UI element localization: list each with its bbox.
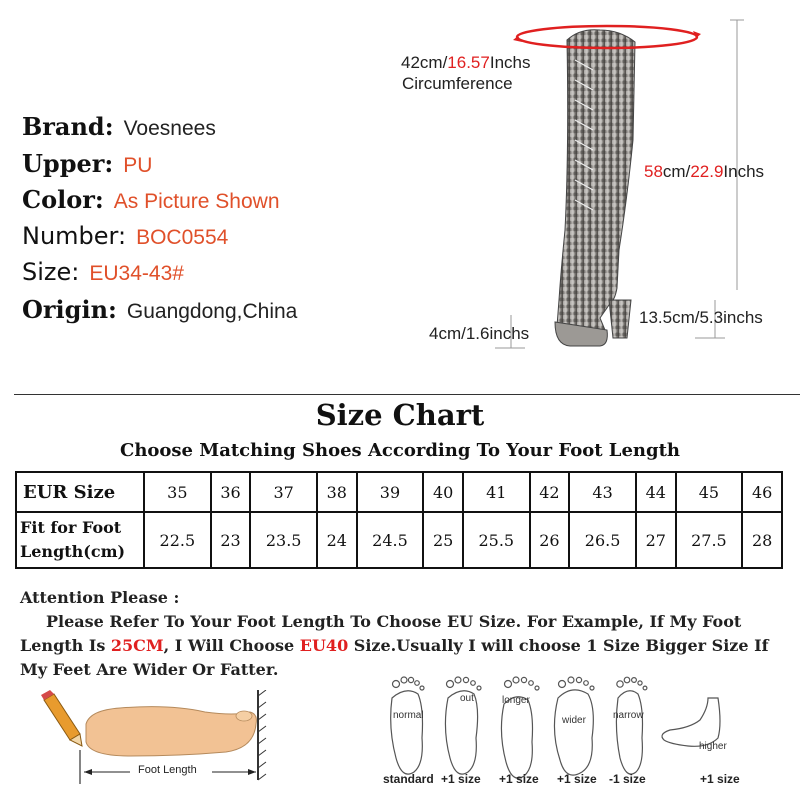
circumference-inch: 16.57 [447,53,490,72]
foot-length-cell: 27.5 [676,512,743,568]
size-table [15,471,783,569]
eur-size-cell: 42 [530,472,570,512]
foot-length-cell: 25 [423,512,463,568]
foot-length-header [16,512,144,568]
foot-out-icon [445,677,481,774]
attention-text: , I Will Choose [163,636,300,655]
foot-type-caption: standard [383,772,434,786]
eur-size-cell: 43 [569,472,636,512]
foot-length-label: Foot Length [138,764,197,776]
size-chart-subtitle: Choose Matching Shoes According To Your Foot Length [120,440,680,461]
shaft-height-measure [644,162,764,182]
spec-value: PU [123,153,153,177]
circumference-cm: 42cm/ [401,53,448,72]
foot-type-caption: +1 size [441,772,481,786]
attention-highlight: 25CM [110,636,164,655]
spec-label: Number: [22,221,127,250]
attention-heading: Attention Please : [20,588,180,607]
eur-size-cell: 46 [742,472,782,512]
eur-size-cell: 38 [317,472,357,512]
attention-line2 [20,634,790,658]
foot-longer-icon [501,677,539,778]
spec-row-number [22,222,297,259]
foot-length-header-line2: Length(cm) [20,542,126,561]
foot-length-cell: 22.5 [144,512,211,568]
foot-normal-icon [391,677,424,774]
eur-size-cell: 35 [144,472,211,512]
foot-type-caption: +1 size [557,772,597,786]
foot-type-inner: out [460,693,474,704]
spec-row-upper [22,149,297,186]
spec-row-color [22,185,297,222]
product-specs [22,112,297,331]
foot-length-header-line1: Fit for Foot [20,518,122,537]
foot-length-cell: 28 [742,512,782,568]
foot-type-inner: higher [699,741,727,752]
size-chart-title: Size Chart [315,398,485,432]
foot-length-cell: 26 [530,512,570,568]
foot-type-caption: +1 size [499,772,539,786]
attention-text: Size.Usually I will choose 1 Size Bigger Size If [348,636,769,655]
attention-line1: Please Refer To Your Foot Length To Choose EU Size. For Example, If My Foot [46,612,742,631]
shaft-inch-value: 22.9 [690,162,724,181]
heel-height-measure: 13.5cm/5.3inchs [639,308,763,327]
foot-length-cell: 25.5 [463,512,530,568]
spec-label: Size: [22,258,80,286]
foot-type-inner: longer [502,695,530,706]
foot-wider-icon [554,677,594,775]
eur-size-cell: 45 [676,472,743,512]
section-divider [14,394,800,395]
circumference-measure [401,53,530,73]
spec-value: Guangdong,China [126,299,298,323]
eur-size-cell: 39 [357,472,424,512]
foot-length-cell: 23 [211,512,251,568]
eur-size-row [16,472,782,512]
spec-label: Origin: [22,294,117,324]
foot-length-cell: 24.5 [357,512,424,568]
eur-size-cell: 37 [250,472,317,512]
spec-label: Upper: [22,148,114,178]
spec-value: BOC0554 [136,225,229,249]
shaft-cm-value: 58 [644,162,663,181]
spec-value: EU34-43# [89,262,184,285]
foot-type-inner: wider [562,715,586,726]
foot-length-cell: 27 [636,512,676,568]
spec-row-brand [22,112,297,149]
foot-length-illustration [30,690,270,790]
eur-size-header: EUR Size [16,472,144,512]
spec-label: Brand: [22,112,114,141]
eur-size-cell: 40 [423,472,463,512]
shaft-cm-unit: cm/ [662,162,691,181]
spec-row-origin [22,295,297,332]
attention-highlight: EU40 [299,636,349,655]
spec-row-size [22,258,297,295]
pencil-icon [41,690,82,746]
foot-type-caption: +1 size [700,772,740,786]
circumference-label: Circumference [402,74,513,93]
foot-length-cell: 23.5 [250,512,317,568]
attention-line3: My Feet Are Wider Or Fatter. [20,660,279,679]
foot-types-illustration [378,668,800,800]
spec-label: Color: [22,185,104,214]
shaft-inch-suffix: Inchs [723,162,765,181]
foot-type-caption: -1 size [609,772,646,786]
foot-type-inner: narrow [613,710,644,721]
circumference-suffix: Inchs [489,53,531,72]
foot-narrow-icon [616,677,647,774]
platform-height-measure: 4cm/1.6inchs [429,324,530,343]
eur-size-cell: 44 [636,472,676,512]
foot-higher-icon [662,698,720,746]
attention-text: Length Is [20,636,111,655]
boot-illustration [395,0,800,370]
foot-length-cell: 24 [317,512,357,568]
eur-size-cell: 36 [211,472,251,512]
foot-length-row [16,512,782,568]
spec-value: As Picture Shown [113,190,280,213]
foot-type-inner: normal [393,710,424,721]
eur-size-cell: 41 [463,472,530,512]
spec-value: Voesnees [123,117,216,140]
foot-length-cell: 26.5 [569,512,636,568]
